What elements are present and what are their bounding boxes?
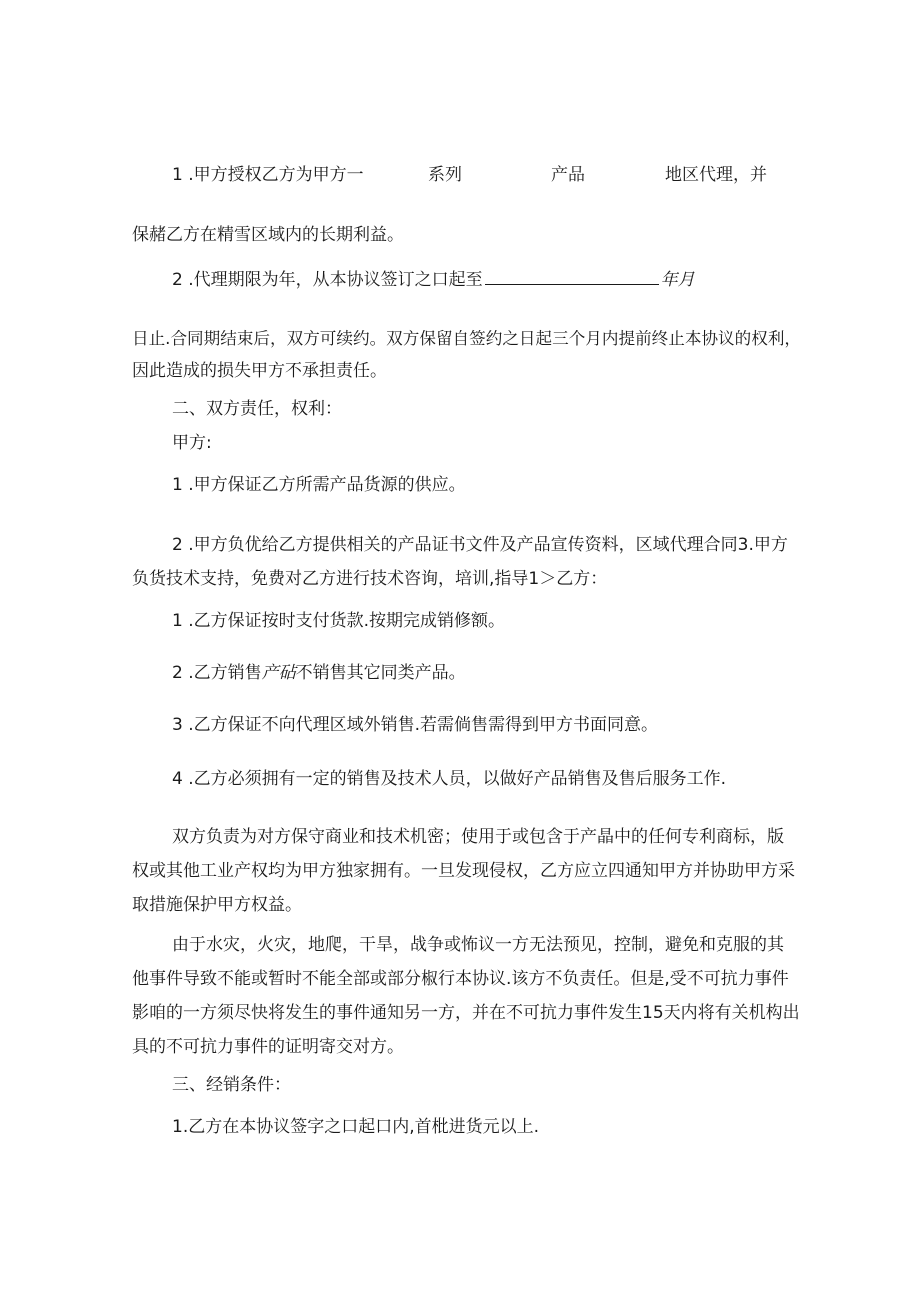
force-majeure-line-3: 影咱的一方须尽快将发生的事件通知另一方，并在不可抗力事件发生15天内将有关机构出 bbox=[132, 1003, 800, 1023]
section-3-title: 三、经销条件： bbox=[172, 1075, 291, 1095]
clause-2-continuation-2: 因此造成的损失甲方不承担责任。 bbox=[132, 361, 387, 381]
party-a-item-2-line-2: 负货技术支持，免费对乙方进行技术咨询，培训,指导1＞乙方： bbox=[132, 569, 608, 589]
confidentiality-line-1: 双方负责为对方保守商业和技术机密；使用于或包含于产晶中的任何专利商标，版 bbox=[172, 827, 784, 847]
blank-line bbox=[485, 268, 659, 285]
party-b-item-2-italic: 产砧 bbox=[261, 663, 296, 683]
party-b-item-2-start: 2 .乙方销售 bbox=[172, 663, 262, 683]
force-majeure-line-1: 由于水灾，火灾，地爬，干旱，战争或怖议一方无法预见，控制，避免和克服的其 bbox=[172, 935, 784, 955]
clause-2-continuation-1: 日止.合同期结束后，双方可续约。双方保留自签约之日起三个月内提前终止本协议的权利， bbox=[132, 329, 802, 348]
clause-2-start: 2 .代理期限为年，从本协议签订之口起至 bbox=[172, 270, 483, 290]
force-majeure-line-4: 具的不可抗力事件的证明寄交对方。 bbox=[132, 1037, 404, 1057]
party-b-item-2-end: 不销售其它同类产品。 bbox=[295, 663, 466, 683]
clause-1-end: 地区代理，并 bbox=[665, 165, 767, 185]
party-a-title: 甲方: bbox=[172, 433, 212, 453]
clause-2 bbox=[172, 268, 695, 291]
section-2-title: 二、双方责任，权利： bbox=[172, 399, 342, 419]
force-majeure-line-2: 他事件导致不能或暂时不能全部或部分椒行本协议.该方不负责任。但是,受不可抗力事件 bbox=[132, 969, 789, 989]
clause-2-end: 年月 bbox=[660, 270, 695, 290]
confidentiality-line-2: 权或其他工业产权均为甲方独家拥有。一旦发现侵权，乙方应立四通知甲方并协助甲方采 bbox=[132, 861, 795, 881]
clause-1-series: 系列 bbox=[428, 165, 462, 185]
clause-1-start: 1 .甲方授权乙方为甲方一 bbox=[172, 165, 364, 185]
clause-1-continuation: 保赭乙方在精雪区域内的长期利益。 bbox=[132, 225, 404, 245]
clause-1-product: 产品 bbox=[551, 165, 585, 185]
party-b-item-1: 1 .乙方保证按时支付货款.按期完成销修额。 bbox=[172, 611, 506, 631]
condition-item-1: 1.乙方在本协议签字之口起口内,首枇进货元以上. bbox=[172, 1117, 540, 1137]
party-b-item-2 bbox=[172, 662, 466, 684]
party-a-item-1: 1 .甲方保证乙方所需产品货源的供应。 bbox=[172, 475, 466, 495]
party-b-item-4: 4 .乙方必须拥有一定的销售及技术人员，以做好产品销售及售后服务工作. bbox=[172, 769, 727, 789]
confidentiality-line-3: 取措施保护甲方权益。 bbox=[132, 895, 302, 915]
party-a-item-2-line-1: 2 .甲方负优给乙方提供相关的产品证书文件及产品宣传资料，区域代理合同3.甲方 bbox=[172, 535, 788, 555]
party-b-item-3: 3 .乙方保证不向代理区域外销售.若需倘售需得到甲方书面同意。 bbox=[172, 715, 659, 735]
